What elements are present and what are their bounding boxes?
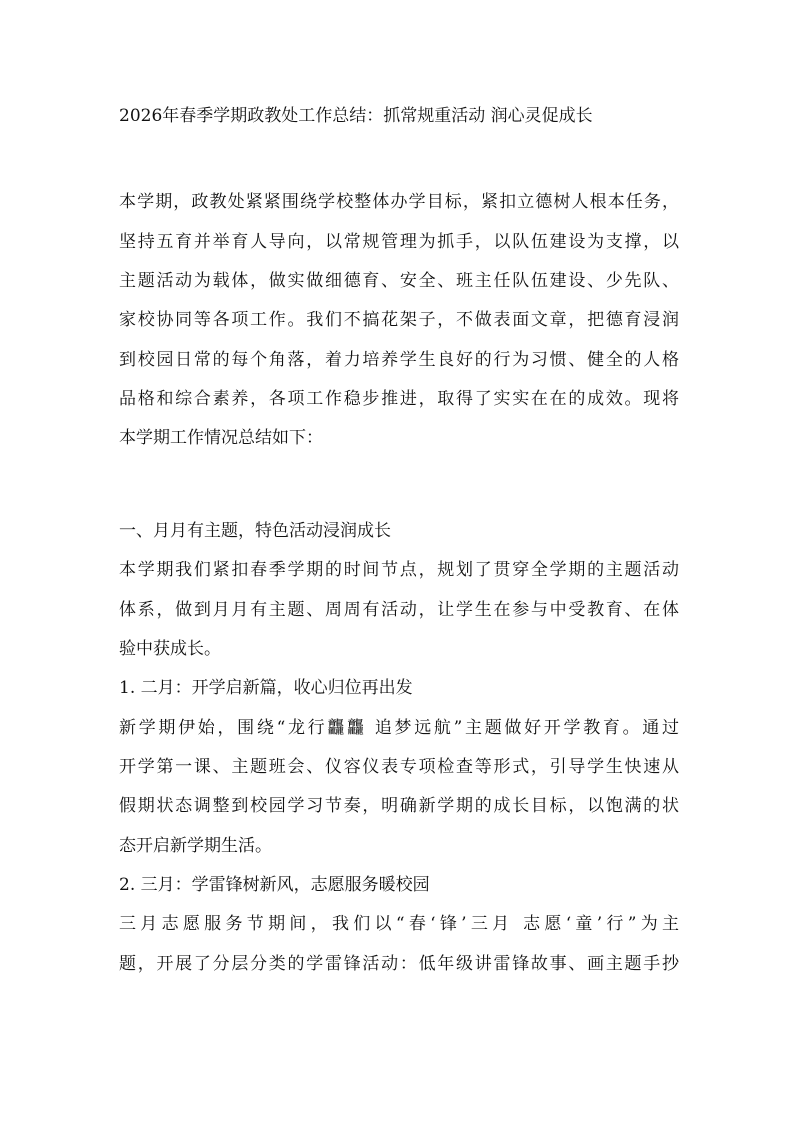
item-1-heading: 1. 二月：开学启新篇，收心归位再出发 — [119, 678, 413, 698]
item-2-body-line-2: 题，开展了分层分类的学雷锋活动：低年级讲雷锋故事、画主题手抄 — [119, 954, 679, 974]
intro-line-6: 品格和综合素养，各项工作稳步推进，取得了实实在在的成效。现将 — [119, 389, 679, 409]
item-2-heading: 2. 三月：学雷锋树新风，志愿服务暖校园 — [119, 875, 430, 895]
section-1-body-line-1: 本学期我们紧扣春季学期的时间节点，规划了贯穿全学期的主题活动 — [119, 560, 679, 580]
intro-line-1: 本学期，政教处紧紧围绕学校整体办学目标，紧扣立德树人根本任务， — [119, 192, 679, 212]
item-1-body-line-3: 假期状态调整到校园学习节奏，明确新学期的成长目标，以饱满的状 — [119, 796, 679, 816]
item-1-body-line-1: 新学期伊始，围绕“龙行龘龘 追梦远航”主题做好开学教育。通过 — [119, 718, 679, 738]
section-1-body-line-2: 体系，做到月月有主题、周周有活动，让学生在参与中受教育、在体 — [119, 600, 679, 620]
section-1-body-line-3: 验中获成长。 — [119, 639, 221, 659]
item-2-body-line-1: 三月志愿服务节期间，我们以“春‘锋’三月 志愿‘童’行”为主 — [119, 914, 679, 934]
intro-line-7: 本学期工作情况总结如下： — [119, 428, 323, 448]
intro-line-2: 坚持五育并举育人导向，以常规管理为抓手，以队伍建设为支撑，以 — [119, 232, 679, 252]
intro-line-3: 主题活动为载体，做实做细德育、安全、班主任队伍建设、少先队、 — [119, 271, 679, 291]
intro-line-4: 家校协同等各项工作。我们不搞花架子，不做表面文章，把德育浸润 — [119, 310, 679, 330]
item-1-body-line-4: 态开启新学期生活。 — [119, 836, 272, 856]
intro-line-5: 到校园日常的每个角落，着力培养学生良好的行为习惯、健全的人格 — [119, 350, 679, 370]
item-1-body-line-2: 开学第一课、主题班会、仪容仪表专项检查等形式，引导学生快速从 — [119, 757, 679, 777]
document-title: 2026年春季学期政教处工作总结：抓常规重活动 润心灵促成长 — [119, 106, 593, 126]
section-1-heading: 一、月月有主题，特色活动浸润成长 — [119, 521, 391, 541]
